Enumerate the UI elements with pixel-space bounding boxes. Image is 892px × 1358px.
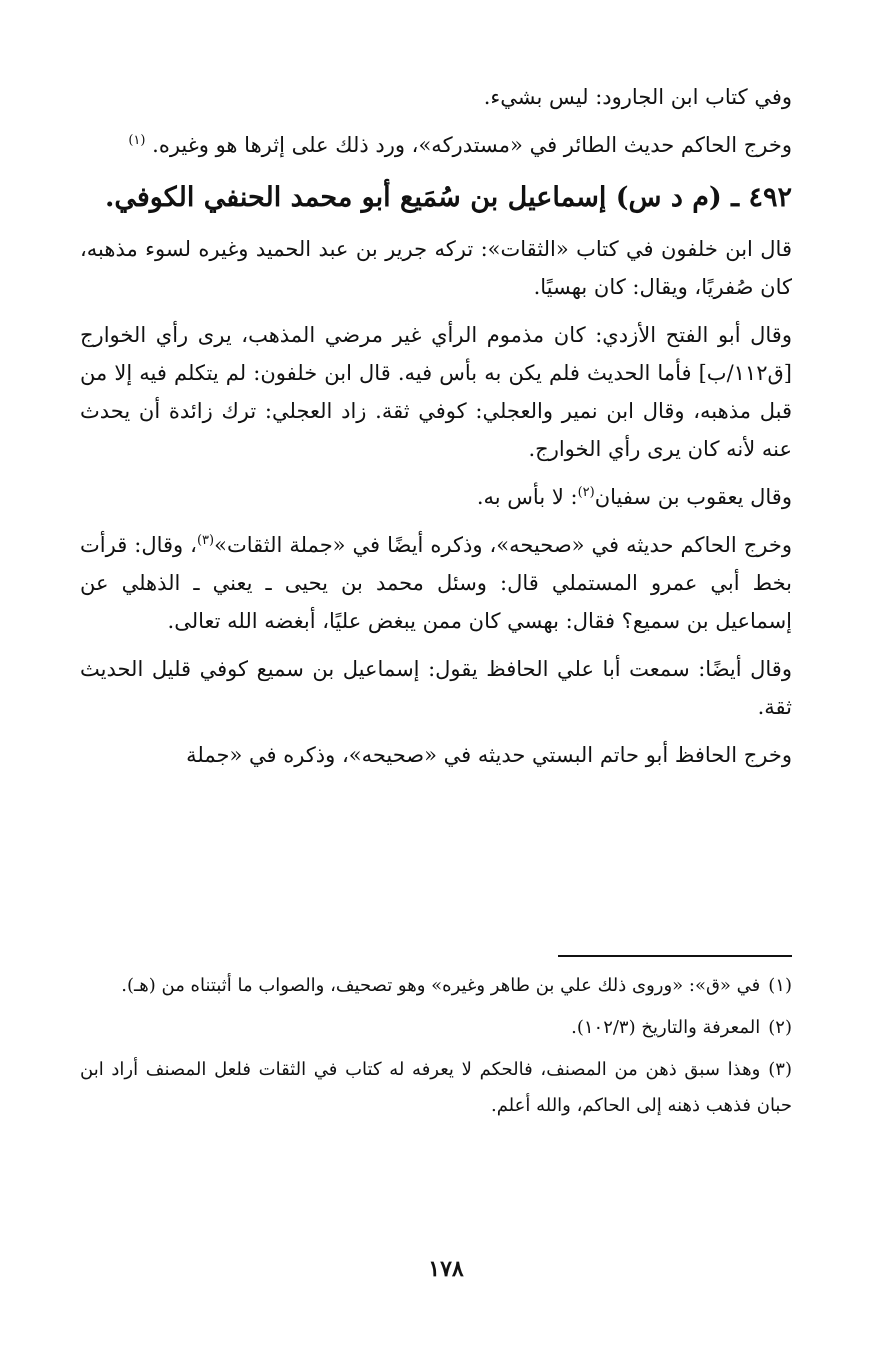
paragraph-abu-ali: وقال أيضًا: سمعت أبا علي الحافظ يقول: إسماعيل بن سميع كوفي قليل الحديث ثقة. — [80, 657, 792, 719]
paragraph-hakim-sahih — [80, 526, 792, 640]
footnote-1 — [80, 968, 792, 1004]
paragraph-ibn-khalfun: قال ابن خلفون في كتاب «الثقات»: تركه جرير بن عبد الحميد وغيره لسوء مذهبه، كان صُفريًا، ويقال: كان بهسيًا. — [80, 237, 792, 299]
page-number: ١٧٨ — [428, 1256, 464, 1282]
entry-heading: ٤٩٢ ـ (م د س) إسماعيل بن سُمَيع أبو محمد الحنفي الكوفي. — [104, 182, 792, 213]
footnote-2-text: المعرفة والتاريخ (١٠٢/٣). — [571, 1017, 761, 1038]
footnote-2-number: (٢) — [768, 1017, 792, 1038]
paragraph-hakim-tair — [80, 126, 792, 164]
footnote-1-text: في «ق»: «وروى ذلك علي بن طاهر وغيره» وهو تصحيف، والصواب ما أثبتناه من (هـ). — [121, 975, 761, 996]
paragraph-yaqub-a: وقال يعقوب بن سفيان — [594, 485, 792, 509]
footnote-ref-1: (١) — [128, 133, 146, 148]
paragraph-busti: وخرج الحافظ أبو حاتم البستي حديثه في «صحيحه»، وذكره في «جملة — [186, 743, 792, 767]
footnote-3 — [80, 1052, 792, 1124]
paragraph-ibn-jarud: وفي كتاب ابن الجارود: ليس بشيء. — [483, 85, 792, 109]
footnote-3-number: (٣) — [768, 1059, 792, 1080]
paragraph-hakim-sahih-a: وخرج الحاكم حديثه في «صحيحه»، وذكره أيضًا في «جملة الثقات» — [214, 533, 792, 557]
paragraph-azdi: وقال أبو الفتح الأزدي: كان مذموم الرأي غير مرضي المذهب، يرى رأي الخوارج [ق١١٢/ب] فأما الحديث فلم يكن به بأس فيه. قال ابن خلفون: لم يتكلم فيه إلا من قبل مذهبه، وقال ابن نمير والعجلي: كوفي ثقة. زاد العجلي: ترك زائدة أن يحدث عنه لأنه كان يرى رأي الخوارج. — [80, 323, 792, 461]
paragraph-hakim-sahih-b: ، وقال: قرأت بخط أبي عمرو المستملي قال: وسئل محمد بن يحيى ـ يعني ـ الذهلي عن إسماعيل بن سميع؟ فقال: بهسي كان ممن يبغض عليًا، أبغضه الله تعالى. — [80, 533, 792, 633]
footnote-3-text: وهذا سبق ذهن من المصنف، فالحكم لا يعرفه له كتاب في الثقات فلعل المصنف أراد ابن حبان فذهب ذهنه إلى الحاكم، والله أعلم. — [80, 1059, 792, 1116]
footnote-divider — [558, 955, 792, 957]
paragraph-hakim-tair-text: وخرج الحاكم حديث الطائر في «مستدركه»، ورد ذلك على إثرها هو وغيره. — [152, 133, 792, 157]
footnotes — [80, 968, 792, 1130]
footnote-ref-3: (٣) — [196, 533, 215, 548]
footnote-2 — [80, 1010, 792, 1046]
footnote-1-number: (١) — [768, 975, 792, 996]
paragraph-yaqub-b: : لا بأس به. — [476, 485, 578, 509]
footnote-ref-2: (٢) — [577, 485, 595, 500]
paragraph-yaqub — [80, 478, 792, 516]
main-text — [80, 78, 792, 784]
